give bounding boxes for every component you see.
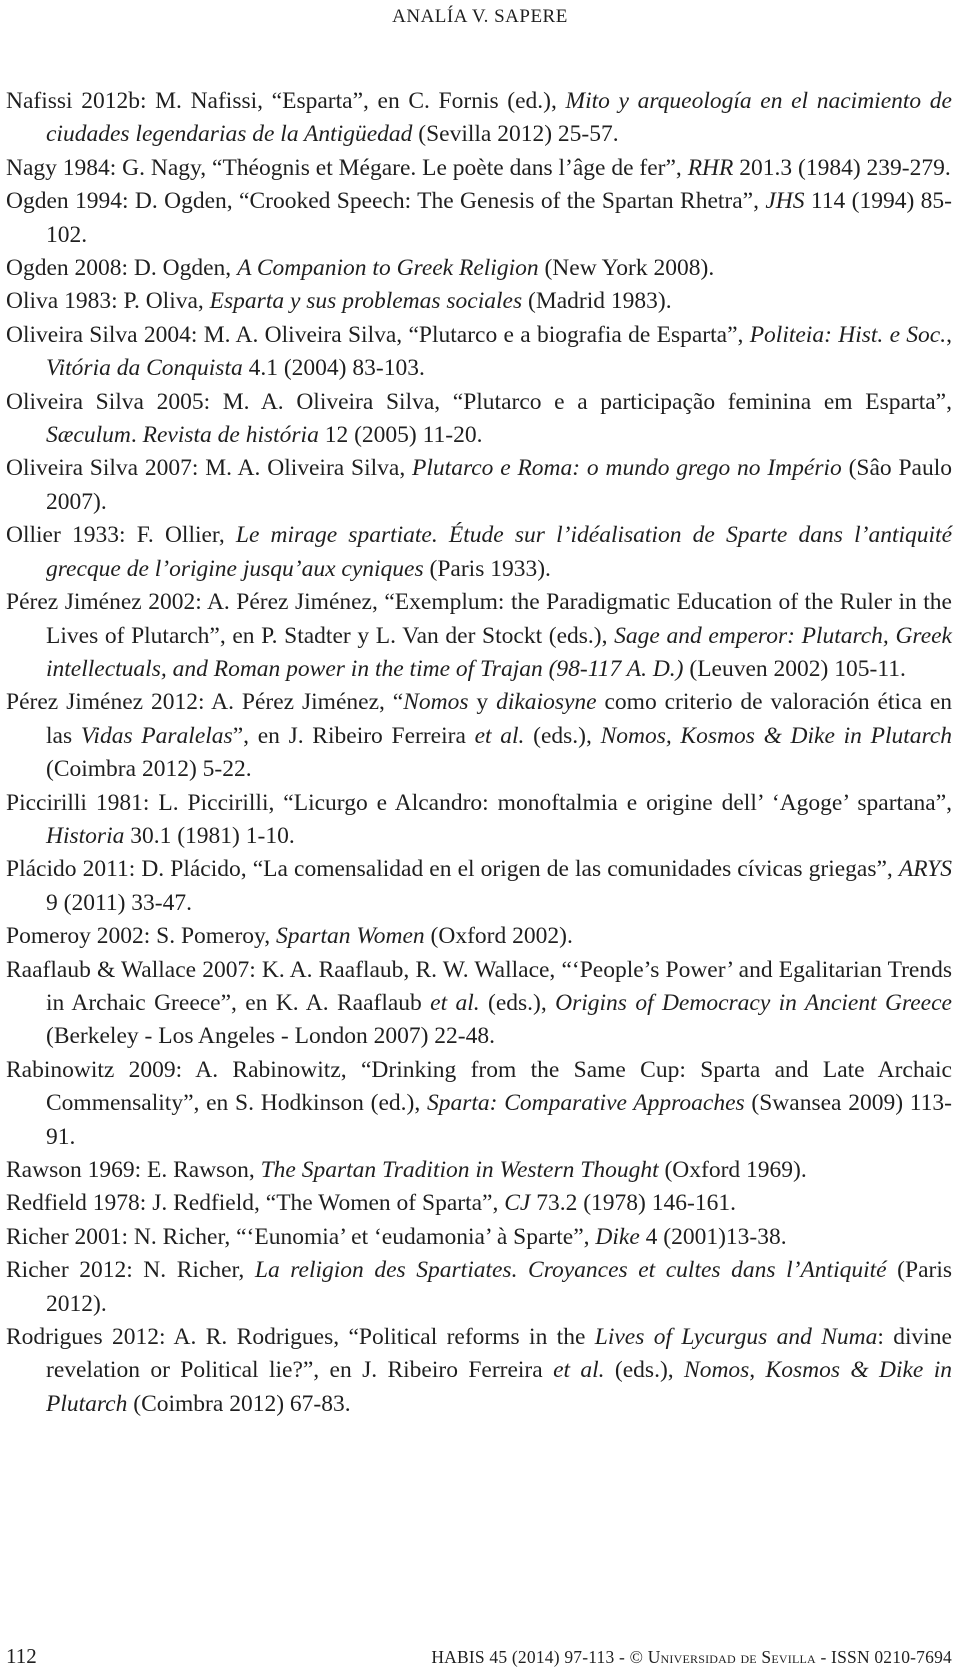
reference-text: (Sâo Paulo 2007). xyxy=(46,455,952,515)
reference-text: y xyxy=(468,689,497,716)
reference-text: (Leuven 2002) 105-11. xyxy=(683,655,906,682)
reference-title-italic: Sæculum xyxy=(46,422,131,449)
reference-text: Ogden 1994: D. Ogden, “Crooked Speech: The Genesis of the Spartan Rhetra”, xyxy=(6,188,766,215)
reference-text: (Coimbra 2012) 67-83. xyxy=(127,1390,351,1417)
reference-text: Richer 2001: N. Richer, “‘Eunomia’ et ‘eudamonia’ à Sparte”, xyxy=(6,1223,596,1250)
reference-entry xyxy=(6,920,952,953)
reference-text: (Paris 2012). xyxy=(46,1257,953,1317)
reference-title-italic: La religion des Spartiates. Croyances et cultes dans l’Antiquité xyxy=(254,1257,887,1284)
journal-citation: HABIS 45 (2014) 97-113 - © xyxy=(431,1647,648,1667)
page-number: 112 xyxy=(6,1644,37,1668)
reference-text: (Paris 1933). xyxy=(423,555,551,582)
reference-entry xyxy=(6,319,952,386)
reference-title-italic: Origins of Democracy in Ancient Greece xyxy=(555,989,952,1016)
reference-title-italic: et al. xyxy=(430,989,480,1016)
reference-text: Ollier 1933: F. Ollier, xyxy=(6,522,236,549)
reference-entry xyxy=(6,1054,952,1154)
reference-text: como criterio de valoración ética en las xyxy=(46,689,953,749)
reference-title-italic: et al. xyxy=(474,722,525,749)
reference-text: 4 (2001)13-38. xyxy=(639,1223,787,1250)
reference-text: Oliveira Silva 2005: M. A. Oliveira Silva, “Plutarco e a participação feminina em Esparta”, xyxy=(6,388,952,415)
reference-title-italic: Nomos, Kosmos & Dike in Plutarch xyxy=(600,722,952,749)
reference-title-italic: Mito y arqueología en el nacimiento de ciudades legendarias de la Antigüedad xyxy=(46,88,952,148)
reference-text: (Berkeley - Los Angeles - London 2007) 22-48. xyxy=(46,1023,496,1050)
reference-text: (eds.), xyxy=(604,1357,685,1384)
reference-text: (Oxford 2002). xyxy=(424,923,573,950)
issn: - ISSN 0210-7694 xyxy=(815,1647,952,1667)
reference-text: (Swansea 2009) 113-91. xyxy=(46,1090,952,1150)
reference-text: Plácido 2011: D. Plácido, “La comensalidad en el origen de las comunidades cívicas griegas”, xyxy=(6,856,899,883)
reference-title-italic: Nomos, Kosmos & Dike in Plutarch xyxy=(46,1357,952,1417)
reference-entry xyxy=(6,185,952,252)
reference-text: (Coimbra 2012) 5-22. xyxy=(46,756,252,783)
reference-title-italic: Revista de história xyxy=(142,422,319,449)
reference-text: Oliva 1983: P. Oliva, xyxy=(6,288,210,315)
reference-entry xyxy=(6,152,952,185)
reference-text: Nagy 1984: G. Nagy, “Théognis et Mégare. Le poète dans l’âge de fer”, xyxy=(6,154,688,181)
reference-text: Rabinowitz 2009: A. Rabinowitz, “Drinking from the Same Cup: Sparta and Late Archaic Commensality”, en S. Hodkinson (ed.), xyxy=(6,1056,952,1117)
reference-title-italic: Lives of Lycurgus and Numa xyxy=(594,1324,878,1351)
reference-text: Richer 2012: N. Richer, xyxy=(6,1257,255,1284)
reference-entry xyxy=(6,853,952,920)
reference-text: Redfield 1978: J. Redfield, “The Women of Sparta”, xyxy=(6,1190,505,1217)
reference-entry xyxy=(6,252,952,285)
reference-text: 30.1 (1981) 1-10. xyxy=(124,822,295,849)
reference-text: Oliveira Silva 2004: M. A. Oliveira Silva, “Plutarco e a biografia de Esparta”, xyxy=(6,321,750,348)
reference-text: 73.2 (1978) 146-161. xyxy=(530,1190,736,1217)
reference-entry xyxy=(6,787,952,854)
reference-title-italic: Sage and emperor: Plutarch, Greek intellectuals, and Roman power in the time of Trajan (98-117 A. D.) xyxy=(46,622,952,682)
reference-title-italic: Esparta y sus problemas sociales xyxy=(209,288,523,315)
reference-entry xyxy=(6,519,952,586)
reference-text: , xyxy=(946,321,952,348)
reference-entry xyxy=(6,1187,952,1220)
bibliography-list xyxy=(6,85,952,1421)
reference-entry xyxy=(6,386,952,453)
reference-entry xyxy=(6,1254,952,1321)
reference-text: Pomeroy 2002: S. Pomeroy, xyxy=(6,923,277,950)
reference-entry xyxy=(6,586,952,686)
reference-text: (New York 2008). xyxy=(538,255,715,282)
reference-text: Rodrigues 2012: A. R. Rodrigues, “Political reforms in the xyxy=(6,1324,595,1351)
reference-text: (Oxford 1969). xyxy=(658,1157,807,1183)
reference-title-italic: The Spartan Tradition in Western Thought xyxy=(260,1157,659,1183)
reference-title-italic: Spartan Women xyxy=(276,923,425,950)
publisher-name: Universidad de Sevilla xyxy=(647,1647,816,1667)
reference-entry xyxy=(6,686,952,786)
reference-text: Pérez Jiménez 2002: A. Pérez Jiménez, “Exemplum: the Paradigmatic Education of the Ruler in the Lives of Plutarch”, en P. Stadter y L. Van der Stockt (eds.), xyxy=(6,589,952,649)
reference-title-italic: Historia xyxy=(46,822,125,849)
reference-title-italic: Sparta: Comparative Approaches xyxy=(426,1090,745,1117)
reference-text: : divine revelation or Political lie?”, en J. Ribeiro Ferreira xyxy=(46,1324,952,1384)
reference-title-italic: RHR xyxy=(687,154,734,181)
reference-text: 201.3 (1984) 239-279. xyxy=(733,154,951,181)
reference-title-italic: ARYS xyxy=(898,856,952,883)
reference-title-italic: Politeia: Hist. e Soc. xyxy=(749,321,947,348)
reference-entry xyxy=(6,1154,952,1187)
reference-text: 114 (1994) 85-102. xyxy=(46,188,952,248)
reference-text: ”, en J. Ribeiro Ferreira xyxy=(232,722,475,749)
reference-text: 9 (2011) 33-47. xyxy=(46,889,192,916)
reference-text: 4.1 (2004) 83-103. xyxy=(242,355,425,382)
reference-title-italic: CJ xyxy=(504,1190,531,1217)
journal-footer xyxy=(431,1647,952,1668)
reference-entry xyxy=(6,1321,952,1421)
reference-title-italic: Vitória da Conquista xyxy=(46,355,243,382)
reference-text: 12 (2005) 11-20. xyxy=(318,422,483,449)
reference-text: Ogden 2008: D. Ogden, xyxy=(6,255,238,282)
reference-entry xyxy=(6,1221,952,1254)
reference-text: (eds.), xyxy=(479,989,556,1016)
reference-title-italic: Le mirage spartiate. Étude sur l’idéalisation de Sparte dans l’antiquité grecque de l’origine jusqu’aux cyniques xyxy=(46,522,952,582)
reference-text: Oliveira Silva 2007: M. A. Oliveira Silva, xyxy=(6,455,413,482)
reference-text: (Sevilla 2012) 25-57. xyxy=(412,121,619,148)
reference-text: Pérez Jiménez 2012: A. Pérez Jiménez, “ xyxy=(6,689,404,716)
reference-entry xyxy=(6,285,952,318)
reference-entry xyxy=(6,85,952,152)
reference-title-italic: Nomos xyxy=(403,689,469,716)
reference-title-italic: Vidas Paralelas xyxy=(80,722,233,749)
reference-text: . xyxy=(130,422,143,449)
reference-title-italic: et al. xyxy=(553,1357,605,1384)
reference-text: Raaflaub & Wallace 2007: K. A. Raaflaub, R. W. Wallace, “‘People’s Power’ and Egalitarian Trends in Archaic Greece”, en K. A. Raaflaub xyxy=(6,956,952,1016)
reference-title-italic: A Companion to Greek Religion xyxy=(237,255,539,282)
reference-entry xyxy=(6,452,952,519)
reference-text: Rawson 1969: E. Rawson, xyxy=(6,1157,261,1183)
reference-text: Piccirilli 1981: L. Piccirilli, “Licurgo e Alcandro: monoftalmia e origine dell’ ‘Agoge’ spartana”, xyxy=(6,789,952,816)
reference-text: (eds.), xyxy=(524,722,601,749)
reference-title-italic: Plutarco e Roma: o mundo grego no Império xyxy=(412,455,842,482)
reference-text: Nafissi 2012b: M. Nafissi, “Esparta”, en C. Fornis (ed.), xyxy=(6,88,566,114)
reference-title-italic: JHS xyxy=(765,188,805,215)
running-header: ANALÍA V. SAPERE xyxy=(392,6,568,27)
reference-text: (Madrid 1983). xyxy=(522,288,672,315)
reference-title-italic: Dike xyxy=(595,1223,640,1250)
reference-entry xyxy=(6,954,952,1054)
reference-title-italic: dikaiosyne xyxy=(496,689,597,716)
